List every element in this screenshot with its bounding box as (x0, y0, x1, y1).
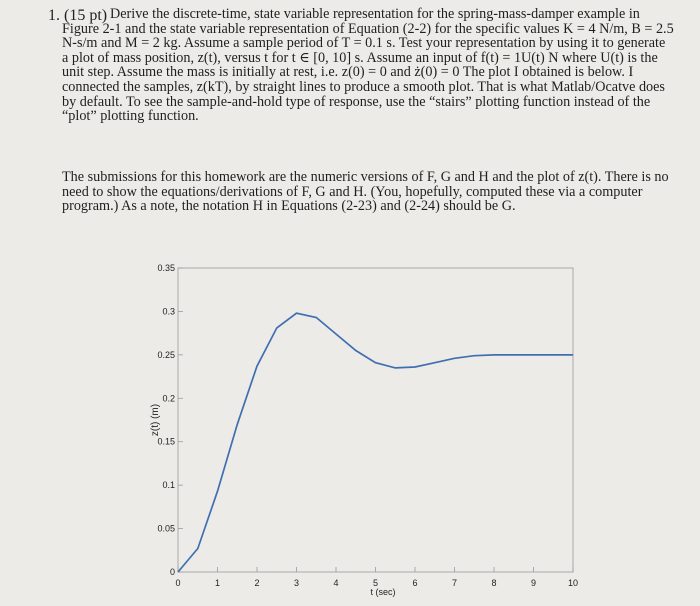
x-axis-label: t (sec) (370, 587, 396, 597)
y-tick-label: 0.25 (157, 349, 175, 360)
y-tick-label: 0.35 (157, 263, 175, 273)
y-tick-label: 0.3 (162, 306, 175, 317)
x-tick-label: 4 (333, 578, 339, 588)
x-tick-label: 10 (567, 578, 579, 588)
y-tick-label: 0.1 (162, 480, 175, 491)
x-tick-label: 8 (491, 578, 497, 588)
x-tick-label: 7 (451, 578, 458, 588)
problem-number: 1. (15 pt) (48, 7, 108, 24)
x-axis-ticks (175, 567, 578, 588)
y-tick-label: 0.15 (157, 436, 175, 447)
x-tick-label: 9 (530, 578, 537, 588)
position-plot (148, 258, 588, 606)
submission-note: The submissions for this homework are the numeric versions of F, G and H and the plot of z(t). There is no need to show the equations/derivations of F, G and H. (You, hopefully, computed these via a computer program.) As a note, the notation H in Equations (2-23) and (2-24) should be G. (62, 169, 669, 215)
series-line-z (178, 313, 573, 572)
x-tick-label: 2 (254, 578, 260, 588)
y-axis-label: z(t) (m) (150, 403, 161, 437)
x-tick-label: 0 (175, 578, 181, 588)
y-tick-label: 0 (169, 567, 175, 577)
plot-frame (178, 268, 573, 572)
x-tick-label: 1 (214, 578, 221, 588)
y-axis-ticks (157, 263, 183, 577)
x-tick-label: 6 (412, 578, 418, 588)
x-tick-label: 3 (293, 578, 300, 588)
y-tick-label: 0.2 (162, 393, 175, 404)
problem-statement: Derive the discrete-time, state variable representation for the spring-mass-damper example in Figure 2-1 and the state variable representation of Equation (2-2) for the specific values K = 4 N/m, B = 2.5 N-s/m and M = 2 kg. Assume a sample period of T = 0.1 s. Test your representation by using it to generate a plot of mass position, z(t), versus t for t ∈ [0, 10] s. Assume an input of f(t) = 1U(t) N where U(t) is the unit step. Assume the mass is initially at rest, i.e. z(0) = 0 and ż(0) = 0 The plot I obtained is below. I connected the samples, z(kT), by straight lines to produce a smooth plot. That is what Matlab/Ocatve does by default. To see the sample-and-hold type of response, use the “stairs” plotting function instead of the “plot” plotting function. (62, 6, 674, 125)
x-tick-label: 5 (372, 578, 379, 588)
y-tick-label: 0.05 (157, 523, 175, 534)
